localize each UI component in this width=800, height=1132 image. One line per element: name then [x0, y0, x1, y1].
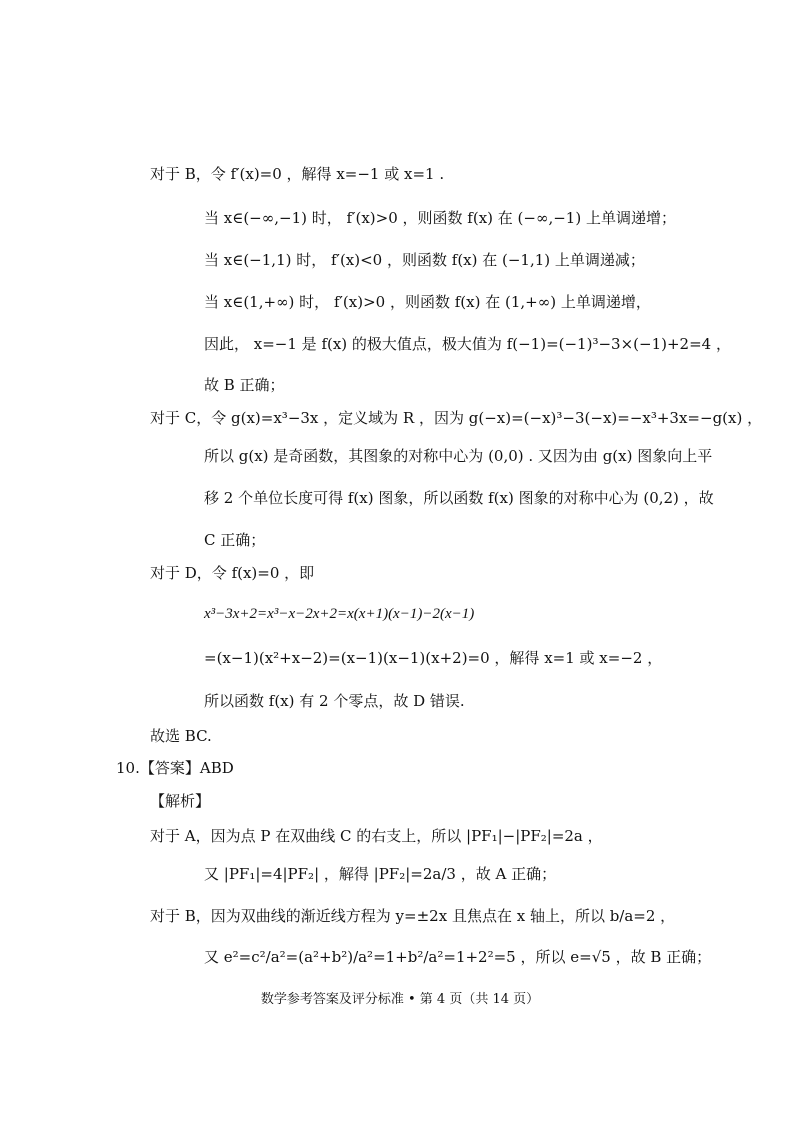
solution-c-translation: 移 2 个单位长度可得 f(x) 图象，所以函数 f(x) 图象的对称中心为 (0,2) ，故 [204, 489, 714, 507]
solution-c-intro: 对于 C，令 g(x)=x³−3x ，定义域为 R ，因为 g(−x)=(−x)³−3(−x)=−x³+3x=−g(x) ， [150, 409, 763, 427]
solution-d-intro: 对于 D，令 f(x)=0 ，即 [150, 564, 315, 582]
analysis-a-intro: 对于 A，因为点 P 在双曲线 C 的右支上，所以 |PF₁|−|PF₂|=2a ， [150, 827, 603, 845]
solution-c-odd-function: 所以 g(x) 是奇函数，其图象的对称中心为 (0,0) . 又因为由 g(x) 图象向上平 [204, 447, 713, 465]
question-10-answer: 10.【答案】ABD [116, 759, 234, 777]
analysis-heading: 【解析】 [150, 792, 211, 810]
analysis-a-result: 又 |PF₁|=4|PF₂| ，解得 |PF₂|=2a/3 ，故 A 正确； [204, 865, 557, 883]
solution-c-verdict: C 正确； [204, 531, 266, 549]
solution-b-conclusion: 因此， x=−1 是 f(x) 的极大值点，极大值为 f(−1)=(−1)³−3×(−1)+2=4 ， [204, 335, 731, 353]
solution-d-factor-2: =(x−1)(x²+x−2)=(x−1)(x−1)(x+2)=0 ，解得 x=1 或 x=−2 ， [204, 649, 663, 667]
analysis-b-intro: 对于 B，因为双曲线的渐近线方程为 y=±2x 且焦点在 x 轴上，所以 b/a=2 ， [150, 907, 676, 925]
solution-d-factor-1: x³−3x+2=x³−x−2x+2=x(x+1)(x−1)−2(x−1) [204, 606, 475, 622]
solution-b-case-2: 当 x∈(−1,1) 时， f′(x)<0 ，则函数 f(x) 在 (−1,1) 上单调递减； [204, 251, 645, 269]
solution-b-intro: 对于 B，令 f′(x)=0 ，解得 x=−1 或 x=1 . [150, 165, 445, 183]
final-choice: 故选 BC. [150, 727, 212, 745]
solution-d-verdict: 所以函数 f(x) 有 2 个零点，故 D 错误. [204, 692, 465, 710]
analysis-b-eccentricity: 又 e²=c²/a²=(a²+b²)/a²=1+b²/a²=1+2²=5 ，所以 e=√5 ，故 B 正确； [204, 948, 712, 966]
page-footer: 数学参考答案及评分标准 • 第 4 页（共 14 页） [260, 992, 540, 1007]
solution-b-case-3: 当 x∈(1,+∞) 时， f′(x)>0 ，则函数 f(x) 在 (1,+∞) 上单调递增， [204, 293, 651, 311]
solution-b-case-1: 当 x∈(−∞,−1) 时， f′(x)>0 ，则函数 f(x) 在 (−∞,−1) 上单调递增； [204, 209, 676, 227]
solution-b-verdict: 故 B 正确； [204, 376, 285, 394]
